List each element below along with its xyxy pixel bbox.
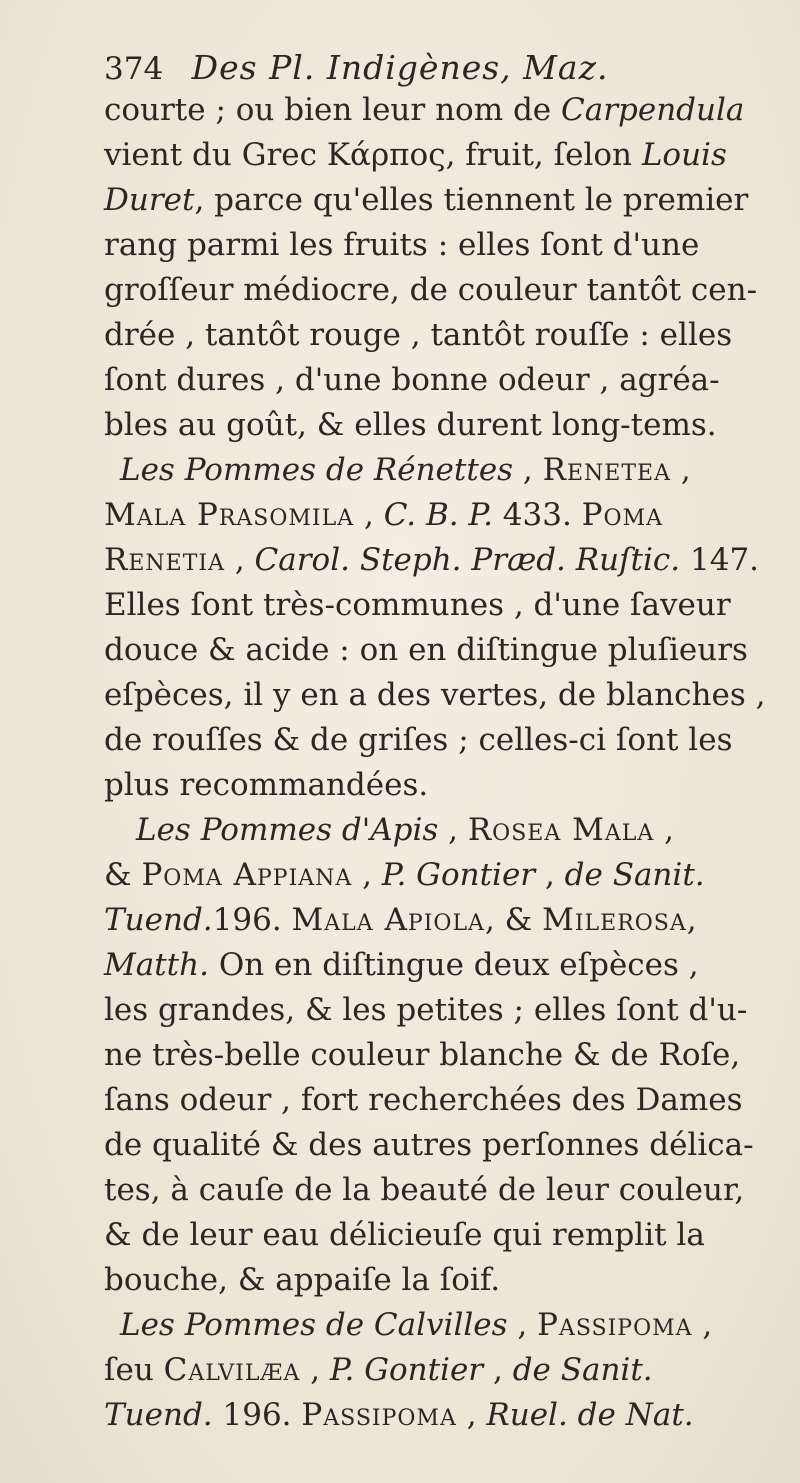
text-segment: , — [438, 812, 468, 848]
text-segment: & de leur eau délicieuſe qui remplit la — [104, 1217, 705, 1253]
text-segment: Carol. Steph. Præd. Ruſtic. — [254, 542, 681, 578]
text-segment: Milerosa — [542, 902, 687, 938]
text-segment: douce & acide : on en diſtingue pluſieurs — [104, 632, 748, 668]
text-segment: Poma Appiana — [141, 857, 353, 893]
text-segment: P. Gontier — [381, 857, 536, 893]
text-segment: 196. — [212, 902, 292, 938]
running-title: Des Pl. Indigènes, Maz. — [191, 48, 609, 87]
text-segment: , — [354, 497, 384, 533]
text-segment: , — [670, 452, 691, 488]
text-segment: , — [224, 542, 255, 578]
text-line — [104, 943, 764, 988]
text-segment: Les Pommes de Rénettes — [120, 452, 514, 488]
text-segment: , — [483, 1352, 513, 1388]
text-segment: , — [352, 857, 382, 893]
text-segment: , — [654, 812, 674, 848]
text-segment: Les Pommes d'Apis — [136, 812, 439, 848]
text-segment: , — [686, 902, 697, 938]
text-segment: , — [535, 857, 565, 893]
text-line — [104, 1123, 764, 1168]
page-number: 374 — [104, 51, 164, 87]
text-segment: ne très-belle couleur blanche & de Roſe, — [104, 1037, 741, 1073]
text-line — [104, 628, 764, 673]
text-line — [104, 808, 764, 853]
text-line — [104, 853, 764, 898]
text-line — [104, 673, 764, 718]
text-segment: plus recommandées. — [104, 767, 429, 803]
text-line — [104, 1303, 764, 1348]
text-segment: Louis — [641, 137, 727, 173]
text-line — [104, 403, 764, 448]
text-segment: drée , tantôt rouge , tantôt rouſſe : elles — [104, 317, 733, 353]
text-segment: ſont dures , d'une bonne odeur , agréa- — [104, 362, 720, 398]
text-segment: Ruel. de Nat. — [486, 1397, 694, 1433]
text-line — [104, 268, 764, 313]
text-line — [104, 223, 764, 268]
text-segment: courte ; ou bien leur nom de — [104, 92, 561, 128]
text-line — [104, 88, 764, 133]
text-line — [104, 358, 764, 403]
text-line — [104, 1258, 764, 1303]
text-segment: & — [104, 857, 142, 893]
text-segment: Mala Apiola — [291, 902, 485, 938]
text-segment: , — [456, 1397, 487, 1433]
text-line — [104, 1078, 764, 1123]
text-segment: Passipoma — [537, 1307, 693, 1343]
text-segment: Matth. — [104, 947, 209, 983]
text-segment: P. Gontier — [329, 1352, 484, 1388]
text-line — [104, 448, 764, 493]
text-line — [104, 133, 764, 178]
text-line — [104, 763, 764, 808]
text-segment: rang parmi les fruits : elles ſont d'une — [104, 227, 700, 263]
text-segment: bles au goût, & elles durent long-tems. — [104, 407, 717, 443]
text-segment: Calvilæa — [163, 1352, 301, 1388]
text-segment: ſeu — [104, 1352, 164, 1388]
text-line — [104, 1213, 764, 1258]
text-segment: Poma — [581, 497, 663, 533]
text-line — [104, 1033, 764, 1078]
text-segment: Tuend. — [104, 1397, 213, 1433]
text-segment: Elles ſont très-communes , d'une ſaveur — [104, 587, 731, 623]
text-line — [104, 898, 764, 943]
text-segment: On en diſtingue deux eſpèces , — [208, 947, 699, 983]
text-segment: Les Pommes de Calvilles — [120, 1307, 508, 1343]
text-line — [104, 1348, 764, 1393]
text-segment: , — [507, 1307, 538, 1343]
text-segment: , & — [484, 902, 543, 938]
text-segment: 196. — [212, 1397, 302, 1433]
text-segment: Passipoma — [301, 1397, 457, 1433]
text-segment: eſpèces, il y en a des vertes, de blanches , — [104, 677, 766, 713]
text-segment: groſſeur médiocre, de couleur tantôt cen- — [104, 272, 758, 308]
text-segment: , — [692, 1307, 713, 1343]
text-segment: Duret — [104, 182, 195, 218]
text-segment: C. B. P. — [383, 497, 493, 533]
text-line — [104, 1168, 764, 1213]
text-segment: les grandes, & les petites ; elles ſont d'u- — [104, 992, 748, 1028]
text-segment: 433. — [492, 497, 582, 533]
text-line — [104, 718, 764, 763]
text-segment: ſans odeur , fort recherchées des Dames — [104, 1082, 743, 1118]
text-segment: , parce qu'elles tiennent le premier — [194, 182, 749, 218]
text-segment: tes, à cauſe de la beauté de leur couleur, — [104, 1172, 745, 1208]
text-line — [104, 988, 764, 1033]
text-segment: de qualité & des autres perſonnes délica- — [104, 1127, 754, 1163]
text-line — [104, 538, 764, 583]
text-line — [104, 178, 764, 223]
text-segment: 147. — [680, 542, 760, 578]
text-segment: Renetia — [104, 542, 225, 578]
text-segment: de rouſſes & de griſes ; celles-ci ſont les — [104, 722, 733, 758]
text-segment: de Sanit. — [564, 857, 705, 893]
text-line — [104, 313, 764, 358]
text-segment: Rosea Mala — [467, 812, 655, 848]
text-line — [104, 493, 764, 538]
text-segment: vient du Grec Κάρπος, fruit, ſelon — [104, 137, 642, 173]
text-line — [104, 583, 764, 628]
text-segment: Tuend. — [104, 902, 213, 938]
text-line — [104, 1393, 764, 1438]
text-segment: Carpendula — [561, 92, 745, 128]
text-segment: Renetea — [542, 452, 671, 488]
page-header — [104, 48, 704, 89]
text-segment: , — [513, 452, 543, 488]
text-segment: Mala Prasomila — [104, 497, 355, 533]
text-segment: , — [300, 1352, 330, 1388]
text-segment: de Sanit. — [512, 1352, 653, 1388]
text-segment: bouche, & appaiſe la ſoif. — [104, 1262, 501, 1298]
body-text — [104, 88, 764, 1438]
